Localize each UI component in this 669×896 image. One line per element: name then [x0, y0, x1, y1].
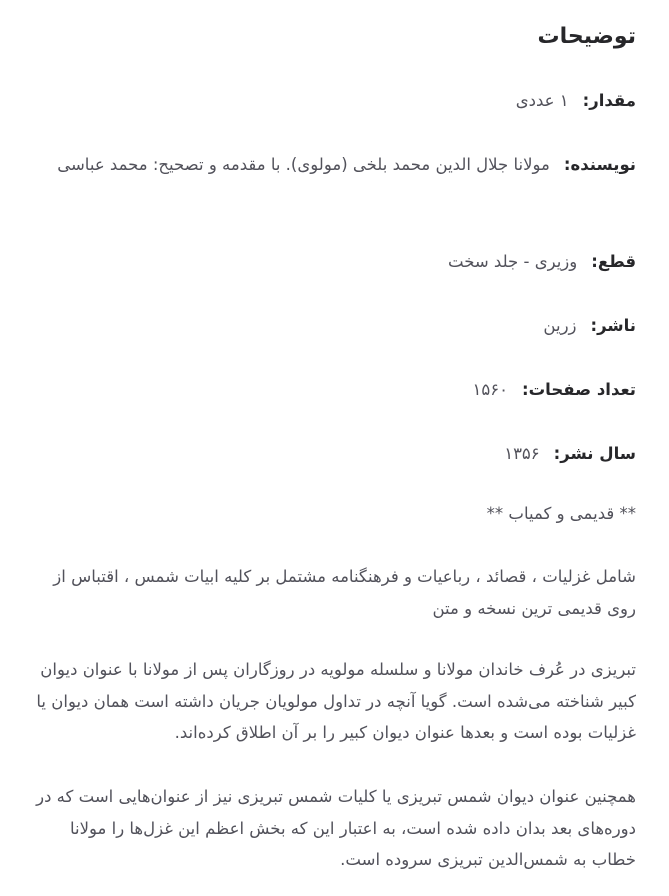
pages-label: تعداد صفحات:	[522, 380, 636, 399]
quantity-label: مقدار:	[582, 91, 636, 110]
year-value: ۱۳۵۶	[504, 444, 540, 463]
contents-paragraph: شامل غزلیات ، قصائد ، رباعیات و فرهنگنامه مشتمل بر کلیه ابیات شمس ، اقتباس از روی قدیمی ترین نسخه و متن	[53, 567, 636, 618]
detail-format	[33, 245, 636, 279]
history-paragraph: تبریزی در عُرف خاندان مولانا و سلسله مولویه در روزگاران پس از مولانا با عنوان دیوان کبیر شناخته می‌شده است. گویا آنچه در تداول مولویان جریان داشته است همان دیوان یا غزلیات بوده است و بعدها عنوان دیوان کبیر را بر آن اطلاق کرده‌اند.	[36, 660, 636, 742]
section-title: توضیحات	[537, 24, 636, 49]
year-label: سال نشر:	[553, 444, 636, 463]
detail-publisher	[33, 309, 636, 343]
author-value: مولانا جلال الدین محمد بلخی (مولوی). با مقدمه و تصحیح: محمد عباسی	[57, 155, 550, 174]
detail-author	[33, 148, 636, 181]
rarity-note: ** قدیمی و کمیاب **	[486, 504, 636, 523]
publisher-value: زرین	[543, 316, 577, 335]
detail-pages	[33, 373, 636, 407]
detail-quantity	[33, 84, 636, 118]
author-label: نویسنده:	[563, 155, 636, 174]
detail-year	[33, 437, 636, 471]
format-label: قطع:	[591, 252, 636, 271]
format-value: وزیری - جلد سخت	[448, 252, 578, 271]
pages-value: ۱۵۶۰	[472, 380, 508, 399]
quantity-value: ۱ عددی	[515, 91, 569, 110]
publisher-label: ناشر:	[590, 316, 636, 335]
titles-paragraph: همچنین عنوان دیوان شمس تبریزی یا کلیات شمس تبریزی نیز از عنوان‌هایی است که در دوره‌های بعد بدان داده شده است، به اعتبار این که بخش اعظم این غزل‌ها را مولانا خطاب به شمس‌الدین تبریزی سروده است.	[36, 787, 636, 869]
